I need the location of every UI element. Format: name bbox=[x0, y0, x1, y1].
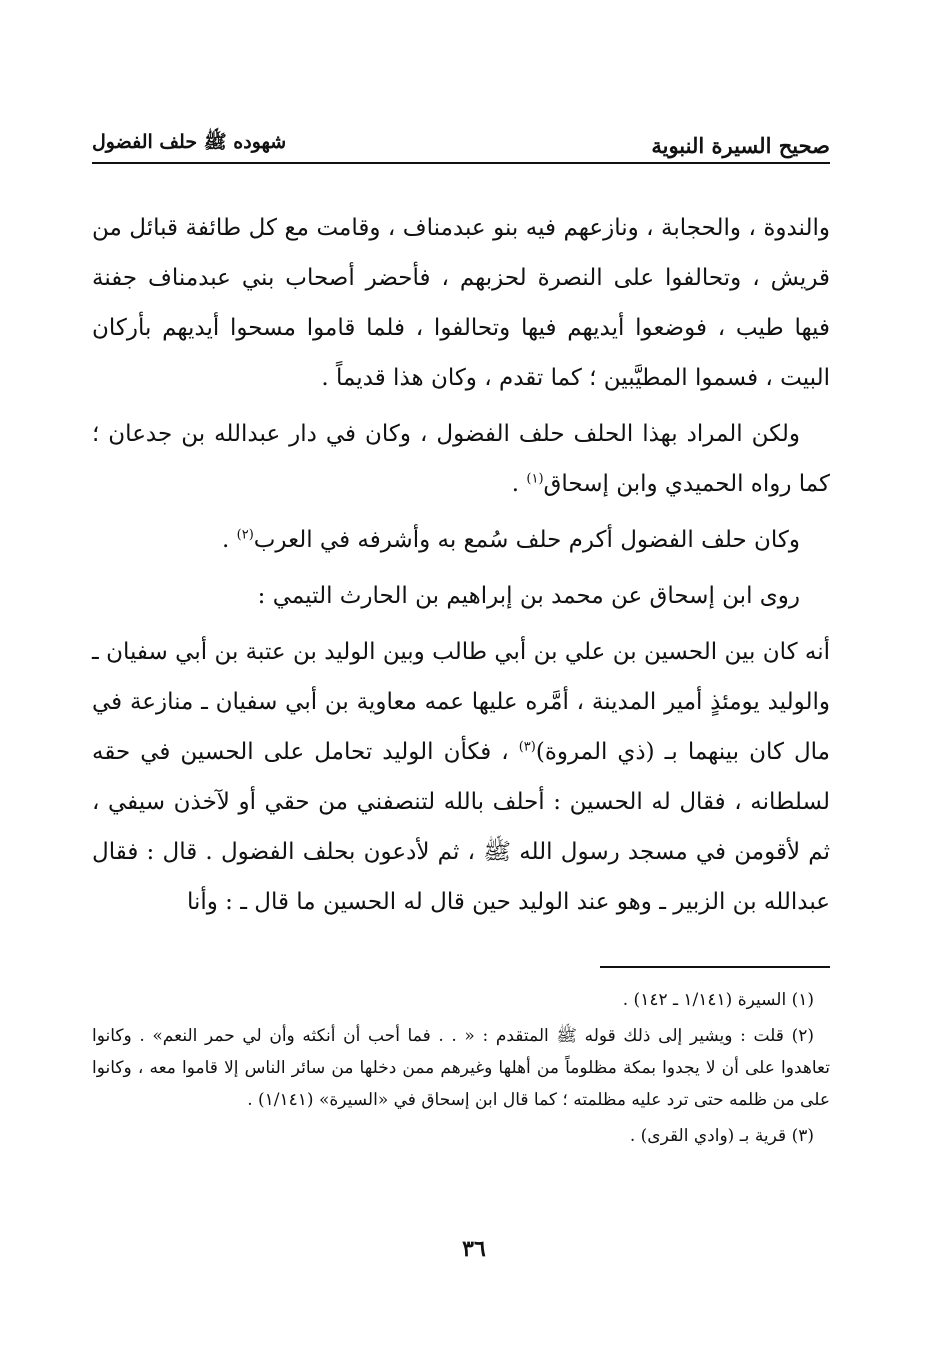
paragraph-3 bbox=[92, 515, 830, 565]
book-title: صحيح السيرة النبوية bbox=[651, 133, 830, 158]
footnote-ref-1[interactable]: (١) bbox=[526, 471, 544, 487]
footnote-3: (٣) قرية بـ (وادي القرى) . bbox=[629, 1126, 814, 1146]
paragraph-1: والندوة ، والحجابة ، ونازعهم فيه بنو عبدمناف ، وقامت مع كل طائفة قبائل من قريش ، وتحالفوا على النصرة لحزبهم ، فأحضر أصحاب بني عبدمناف جفنة فيها طيب ، فوضعوا أيديهم فيها وتحالفوا ، فلما قاموا مسحوا أيديهم بأركان البيت ، فسموا المطيَّبين ؛ كما تقدم ، وكان هذا قديماً . bbox=[92, 215, 830, 391]
main-text bbox=[92, 203, 830, 933]
page-number: ٣٦ bbox=[462, 1236, 486, 1262]
paragraph-3-end: . bbox=[222, 527, 237, 553]
footnote-2: (٢) قلت : ويشير إلى ذلك قوله ﷺ المتقدم : « . . فما أحب أن أنكثه وأن لي حمر النعم» . وكانوا تعاهدوا على أن لا يجدوا بمكة مظلوماً من أهلها وغيرهم ممن دخلها من سائر الناس إلا قاموا معه ، وكانوا على من ظلمه حتى ترد عليه مظلمته ؛ كما قال ابن إسحاق في «السيرة» (١/١٤١) . bbox=[92, 1026, 830, 1110]
paragraph-3-text: وكان حلف الفضول أكرم حلف سُمع به وأشرفه في العرب bbox=[253, 527, 800, 553]
paragraph-2 bbox=[92, 409, 830, 509]
chapter-title: شهوده ﷺ حلف الفضول bbox=[92, 131, 287, 153]
paragraph-2-end: . bbox=[511, 471, 527, 497]
footnote-separator bbox=[600, 966, 830, 968]
paragraph-2-text: ولكن المراد بهذا الحلف حلف الفضول ، وكان في دار عبدالله بن جدعان ؛ كما رواه الحميدي وابن إسحاق bbox=[92, 421, 830, 497]
footnote-ref-3[interactable]: (٣) bbox=[518, 739, 536, 755]
paragraph-5-part-b: ، فكأن الوليد تحامل على الحسين في حقه لسلطانه ، فقال له الحسين : أحلف بالله لتنصفني من حقي أو لآخذن سيفي ، ثم لأقومن في مسجد رسول الله ﷺ ، ثم لأدعون بحلف الفضول . قال : فقال عبدالله بن الزبير ـ وهو عند الوليد حين قال له الحسين ما قال ـ : وأنا bbox=[92, 739, 830, 915]
footnote-ref-2[interactable]: (٢) bbox=[236, 527, 254, 543]
footnotes bbox=[92, 984, 830, 1156]
footnote-1: (١) السيرة (١/١٤١ ـ ١٤٢) . bbox=[622, 990, 814, 1010]
running-header bbox=[92, 118, 830, 164]
paragraph-5-part-a: أنه كان بين الحسين بن علي بن أبي طالب وبين الوليد بن عتبة بن أبي سفيان ـ والوليد يومئذٍ أمير المدينة ، أمَّره عليها عمه معاوية بن أبي سفيان ـ منازعة في مال كان بينهما بـ (ذي المروة) bbox=[92, 639, 830, 765]
paragraph-5 bbox=[92, 627, 830, 927]
paragraph-4: روى ابن إسحاق عن محمد بن إبراهيم بن الحارث التيمي : bbox=[257, 583, 800, 609]
